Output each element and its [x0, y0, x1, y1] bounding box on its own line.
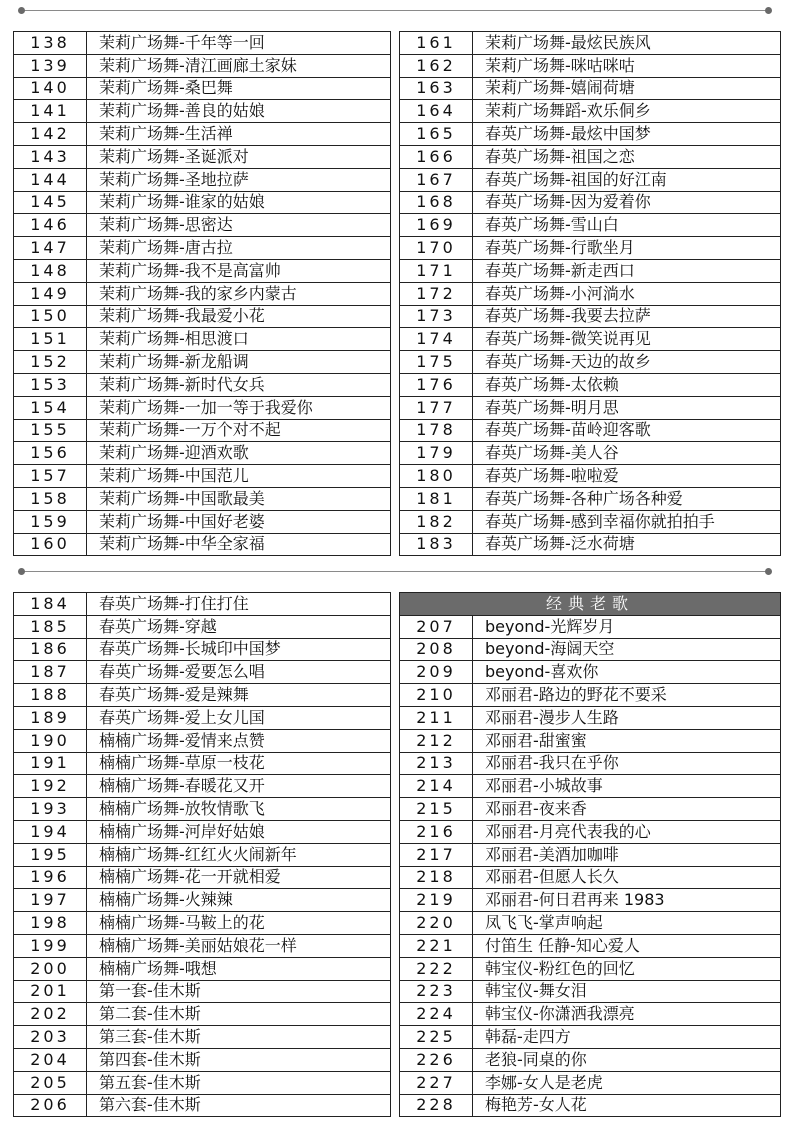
table-row: [400, 775, 781, 798]
song-number: 209: [400, 661, 473, 684]
song-number: 213: [400, 752, 473, 775]
song-title: 茉莉广场舞-千年等一回: [87, 32, 391, 55]
table-row: [14, 1048, 391, 1071]
song-title: 茉莉广场舞-我不是高富帅: [87, 259, 391, 282]
song-title: 邓丽君-但愿人长久: [473, 866, 781, 889]
song-title: 楠楠广场舞-红红火火闹新年: [87, 843, 391, 866]
table-row: [14, 259, 391, 282]
song-title: 邓丽君-甜蜜蜜: [473, 729, 781, 752]
song-table-161-183: [399, 31, 781, 556]
song-title: 茉莉广场舞-圣地拉萨: [87, 168, 391, 191]
table-row: [400, 442, 781, 465]
song-title: 梅艳芳-女人花: [473, 1094, 781, 1117]
song-title: 春英广场舞-穿越: [87, 615, 391, 638]
song-title: 凤飞飞-掌声响起: [473, 912, 781, 935]
song-number: 205: [14, 1071, 87, 1094]
table-row: [400, 798, 781, 821]
song-number: 182: [400, 510, 473, 533]
song-number: 138: [14, 32, 87, 55]
song-title: 茉莉广场舞-最炫民族风: [473, 32, 781, 55]
song-number: 149: [14, 282, 87, 305]
song-number: 178: [400, 419, 473, 442]
table-row: [400, 259, 781, 282]
song-title: 邓丽君-月亮代表我的心: [473, 820, 781, 843]
song-number: 169: [400, 214, 473, 237]
song-number: 227: [400, 1071, 473, 1094]
song-number: 152: [14, 351, 87, 374]
table-row: [400, 191, 781, 214]
song-title: 茉莉广场舞-迎酒欢歌: [87, 442, 391, 465]
song-number: 200: [14, 957, 87, 980]
table-row: [400, 282, 781, 305]
song-number: 181: [400, 487, 473, 510]
song-number: 218: [400, 866, 473, 889]
table-row: [400, 123, 781, 146]
song-number: 193: [14, 798, 87, 821]
song-title: 老狼-同桌的你: [473, 1048, 781, 1071]
table-row: [400, 237, 781, 260]
song-number: 203: [14, 1026, 87, 1049]
song-number: 168: [400, 191, 473, 214]
song-number: 186: [14, 638, 87, 661]
song-number: 206: [14, 1094, 87, 1117]
song-number: 151: [14, 328, 87, 351]
table-row: [14, 328, 391, 351]
table-row: [14, 752, 391, 775]
table-row: [400, 145, 781, 168]
song-title: 茉莉广场舞-桑巴舞: [87, 77, 391, 100]
song-title: 邓丽君-漫步人生路: [473, 706, 781, 729]
song-title: 春英广场舞-祖国之恋: [473, 145, 781, 168]
table-row: [14, 100, 391, 123]
table-row: [14, 168, 391, 191]
table-row: [14, 214, 391, 237]
table-row: [14, 305, 391, 328]
song-title: 春英广场舞-爱上女儿国: [87, 706, 391, 729]
song-title: 春英广场舞-微笑说再见: [473, 328, 781, 351]
song-title: 春英广场舞-打住打住: [87, 593, 391, 616]
table-row: [14, 282, 391, 305]
table-row: [400, 510, 781, 533]
table-row: [400, 1048, 781, 1071]
song-title: 楠楠广场舞-美丽姑娘花一样: [87, 934, 391, 957]
table-row: [400, 487, 781, 510]
song-number: 175: [400, 351, 473, 374]
song-number: 219: [400, 889, 473, 912]
table-row: [14, 820, 391, 843]
classic-songs-header: 经典老歌: [400, 593, 781, 616]
table-row: [400, 752, 781, 775]
song-title: 韩宝仪-舞女泪: [473, 980, 781, 1003]
table-row: [14, 638, 391, 661]
song-title: 第一套-佳木斯: [87, 980, 391, 1003]
table-row: [400, 351, 781, 374]
song-title: 第六套-佳木斯: [87, 1094, 391, 1117]
song-title: 春英广场舞-太依赖: [473, 373, 781, 396]
table-row: [400, 77, 781, 100]
song-number: 146: [14, 214, 87, 237]
table-row: [14, 123, 391, 146]
song-title: 春英广场舞-祖国的好江南: [473, 168, 781, 191]
song-number: 191: [14, 752, 87, 775]
song-number: 201: [14, 980, 87, 1003]
table-row: [14, 593, 391, 616]
song-number: 196: [14, 866, 87, 889]
song-number: 215: [400, 798, 473, 821]
song-title: 楠楠广场舞-火辣辣: [87, 889, 391, 912]
table-row: [400, 465, 781, 488]
song-number: 184: [14, 593, 87, 616]
song-title: beyond-海阔天空: [473, 638, 781, 661]
table-row: [14, 54, 391, 77]
song-number: 160: [14, 533, 87, 556]
song-number: 221: [400, 934, 473, 957]
table-row: [14, 729, 391, 752]
song-number: 199: [14, 934, 87, 957]
song-number: 172: [400, 282, 473, 305]
song-title: 茉莉广场舞-相思渡口: [87, 328, 391, 351]
song-number: 161: [400, 32, 473, 55]
table-row: [400, 168, 781, 191]
table-row: [14, 912, 391, 935]
song-title: 春英广场舞-我要去拉萨: [473, 305, 781, 328]
table-row: [400, 1071, 781, 1094]
table-row: [400, 706, 781, 729]
song-title: 楠楠广场舞-花一开就相爱: [87, 866, 391, 889]
table-row: [14, 533, 391, 556]
song-number: 189: [14, 706, 87, 729]
table-row: [14, 889, 391, 912]
song-title: 邓丽君-小城故事: [473, 775, 781, 798]
table-row: [14, 980, 391, 1003]
song-title: 邓丽君-美酒加咖啡: [473, 843, 781, 866]
song-number: 144: [14, 168, 87, 191]
song-title: 茉莉广场舞-我最爱小花: [87, 305, 391, 328]
song-title: 茉莉广场舞-中国好老婆: [87, 510, 391, 533]
song-number: 147: [14, 237, 87, 260]
table-row: [14, 191, 391, 214]
song-number: 185: [14, 615, 87, 638]
song-title: 茉莉广场舞-我的家乡内蒙古: [87, 282, 391, 305]
table-row: [14, 396, 391, 419]
song-title: 韩宝仪-粉红色的回忆: [473, 957, 781, 980]
song-number: 154: [14, 396, 87, 419]
song-title: beyond-光辉岁月: [473, 615, 781, 638]
song-title: 春英广场舞-新走西口: [473, 259, 781, 282]
song-number: 190: [14, 729, 87, 752]
table-row: [400, 957, 781, 980]
song-number: 188: [14, 684, 87, 707]
song-number: 216: [400, 820, 473, 843]
song-number: 228: [400, 1094, 473, 1117]
song-number: 140: [14, 77, 87, 100]
song-number: 194: [14, 820, 87, 843]
song-number: 159: [14, 510, 87, 533]
song-number: 217: [400, 843, 473, 866]
song-number: 148: [14, 259, 87, 282]
song-number: 145: [14, 191, 87, 214]
song-number: 155: [14, 419, 87, 442]
song-title: 春英广场舞-啦啦爱: [473, 465, 781, 488]
song-title: 春英广场舞-各种广场各种爱: [473, 487, 781, 510]
song-title: 春英广场舞-天边的故乡: [473, 351, 781, 374]
table-row: [400, 980, 781, 1003]
song-title: 春英广场舞-感到幸福你就拍拍手: [473, 510, 781, 533]
table-row: [400, 1094, 781, 1117]
table-row: [400, 305, 781, 328]
song-number: 142: [14, 123, 87, 146]
song-title: 第四套-佳木斯: [87, 1048, 391, 1071]
table-row: [400, 533, 781, 556]
song-title: 春英广场舞-小河淌水: [473, 282, 781, 305]
table-row: [14, 706, 391, 729]
table-row: [400, 615, 781, 638]
song-number: 192: [14, 775, 87, 798]
table-row: [400, 729, 781, 752]
song-title: 茉莉广场舞-中华全家福: [87, 533, 391, 556]
table-row: [14, 442, 391, 465]
song-title: 春英广场舞-最炫中国梦: [473, 123, 781, 146]
table-row: [14, 145, 391, 168]
song-number: 163: [400, 77, 473, 100]
table-row: [400, 328, 781, 351]
song-number: 157: [14, 465, 87, 488]
song-number: 166: [400, 145, 473, 168]
song-number: 180: [400, 465, 473, 488]
table-row: [14, 1026, 391, 1049]
song-title: 楠楠广场舞-爱情来点赞: [87, 729, 391, 752]
song-number: 212: [400, 729, 473, 752]
song-table-184-206: [13, 592, 391, 1117]
song-number: 226: [400, 1048, 473, 1071]
song-number: 156: [14, 442, 87, 465]
song-title: 楠楠广场舞-草原一枝花: [87, 752, 391, 775]
song-number: 223: [400, 980, 473, 1003]
table-row: [14, 1094, 391, 1117]
song-title: 茉莉广场舞-谁家的姑娘: [87, 191, 391, 214]
song-number: 220: [400, 912, 473, 935]
song-title: 春英广场舞-美人谷: [473, 442, 781, 465]
song-title: 茉莉广场舞-清江画廊土家妹: [87, 54, 391, 77]
song-number: 207: [400, 615, 473, 638]
song-title: 韩宝仪-你潇洒我漂亮: [473, 1003, 781, 1026]
song-title: 茉莉广场舞-思密达: [87, 214, 391, 237]
table-row: [14, 798, 391, 821]
song-title: 第二套-佳木斯: [87, 1003, 391, 1026]
table-row: [400, 820, 781, 843]
song-title: 茉莉广场舞-唐古拉: [87, 237, 391, 260]
table-row: [400, 684, 781, 707]
song-title: beyond-喜欢你: [473, 661, 781, 684]
song-title: 韩磊-走四方: [473, 1026, 781, 1049]
table-row: [14, 237, 391, 260]
song-title: 春英广场舞-爱是辣舞: [87, 684, 391, 707]
table-row: [14, 373, 391, 396]
table-row: [14, 615, 391, 638]
table-row: [400, 54, 781, 77]
song-title: 李娜-女人是老虎: [473, 1071, 781, 1094]
song-title: 茉莉广场舞-一加一等于我爱你: [87, 396, 391, 419]
table-row: [400, 866, 781, 889]
song-table-138-160: [13, 31, 391, 556]
song-number: 162: [400, 54, 473, 77]
song-number: 210: [400, 684, 473, 707]
song-title: 楠楠广场舞-春暖花又开: [87, 775, 391, 798]
middle-divider: [18, 568, 772, 576]
song-number: 158: [14, 487, 87, 510]
table-row: [400, 661, 781, 684]
song-number: 225: [400, 1026, 473, 1049]
song-number: 153: [14, 373, 87, 396]
song-title: 春英广场舞-苗岭迎客歌: [473, 419, 781, 442]
song-number: 222: [400, 957, 473, 980]
song-number: 176: [400, 373, 473, 396]
song-number: 187: [14, 661, 87, 684]
song-title: 春英广场舞-因为爱着你: [473, 191, 781, 214]
table-row: [400, 934, 781, 957]
song-number: 177: [400, 396, 473, 419]
song-title: 楠楠广场舞-马鞍上的花: [87, 912, 391, 935]
table-row: [14, 465, 391, 488]
song-title: 春英广场舞-爱要怎么唱: [87, 661, 391, 684]
song-number: 165: [400, 123, 473, 146]
table-row: [14, 487, 391, 510]
table-row: [400, 214, 781, 237]
table-row: [14, 957, 391, 980]
song-title: 茉莉广场舞-一万个对不起: [87, 419, 391, 442]
song-title: 邓丽君-路边的野花不要采: [473, 684, 781, 707]
song-title: 邓丽君-何日君再来 1983: [473, 889, 781, 912]
song-title: 茉莉广场舞-嬉闹荷塘: [473, 77, 781, 100]
table-row: [400, 1026, 781, 1049]
table-row: [14, 934, 391, 957]
song-title: 楠楠广场舞-哦想: [87, 957, 391, 980]
song-title: 茉莉广场舞-新时代女兵: [87, 373, 391, 396]
song-title: 春英广场舞-雪山白: [473, 214, 781, 237]
table-row: [400, 419, 781, 442]
song-title: 邓丽君-我只在乎你: [473, 752, 781, 775]
classic-songs-header-row: [400, 593, 781, 616]
song-number: 202: [14, 1003, 87, 1026]
song-title: 春英广场舞-行歌坐月: [473, 237, 781, 260]
table-row: [400, 912, 781, 935]
song-title: 茉莉广场舞-中国范儿: [87, 465, 391, 488]
song-number: 214: [400, 775, 473, 798]
table-row: [14, 775, 391, 798]
song-number: 150: [14, 305, 87, 328]
table-row: [400, 396, 781, 419]
song-title: 茉莉广场舞-中国歌最美: [87, 487, 391, 510]
song-number: 183: [400, 533, 473, 556]
table-row: [400, 32, 781, 55]
table-row: [14, 661, 391, 684]
table-row: [400, 638, 781, 661]
song-title: 第三套-佳木斯: [87, 1026, 391, 1049]
song-number: 143: [14, 145, 87, 168]
table-row: [14, 843, 391, 866]
table-row: [14, 77, 391, 100]
table-row: [14, 866, 391, 889]
table-row: [14, 419, 391, 442]
song-title: 茉莉广场舞-善良的姑娘: [87, 100, 391, 123]
song-title: 邓丽君-夜来香: [473, 798, 781, 821]
song-title: 春英广场舞-明月思: [473, 396, 781, 419]
song-number: 211: [400, 706, 473, 729]
song-number: 170: [400, 237, 473, 260]
song-number: 139: [14, 54, 87, 77]
table-row: [14, 1003, 391, 1026]
table-row: [400, 1003, 781, 1026]
song-title: 第五套-佳木斯: [87, 1071, 391, 1094]
song-number: 171: [400, 259, 473, 282]
song-title: 茉莉广场舞蹈-欢乐侗乡: [473, 100, 781, 123]
table-row: [14, 351, 391, 374]
song-number: 198: [14, 912, 87, 935]
song-title: 楠楠广场舞-河岸好姑娘: [87, 820, 391, 843]
song-title: 茉莉广场舞-圣诞派对: [87, 145, 391, 168]
song-title: 茉莉广场舞-咪咕咪咕: [473, 54, 781, 77]
song-number: 167: [400, 168, 473, 191]
song-number: 224: [400, 1003, 473, 1026]
song-title: 楠楠广场舞-放牧情歌飞: [87, 798, 391, 821]
table-row: [14, 1071, 391, 1094]
song-number: 173: [400, 305, 473, 328]
song-number: 197: [14, 889, 87, 912]
song-title: 春英广场舞-长城印中国梦: [87, 638, 391, 661]
top-divider: [18, 7, 772, 15]
song-number: 208: [400, 638, 473, 661]
song-title: 春英广场舞-泛水荷塘: [473, 533, 781, 556]
table-row: [400, 843, 781, 866]
song-number: 174: [400, 328, 473, 351]
table-row: [400, 100, 781, 123]
table-row: [14, 684, 391, 707]
table-row: [400, 889, 781, 912]
song-title: 茉莉广场舞-生活禅: [87, 123, 391, 146]
song-number: 195: [14, 843, 87, 866]
song-number: 141: [14, 100, 87, 123]
song-number: 204: [14, 1048, 87, 1071]
table-row: [14, 510, 391, 533]
table-row: [14, 32, 391, 55]
song-title: 付笛生 任静-知心爱人: [473, 934, 781, 957]
table-row: [400, 373, 781, 396]
song-title: 茉莉广场舞-新龙船调: [87, 351, 391, 374]
song-number: 179: [400, 442, 473, 465]
song-number: 164: [400, 100, 473, 123]
song-table-classic-207-228: [399, 592, 781, 1117]
